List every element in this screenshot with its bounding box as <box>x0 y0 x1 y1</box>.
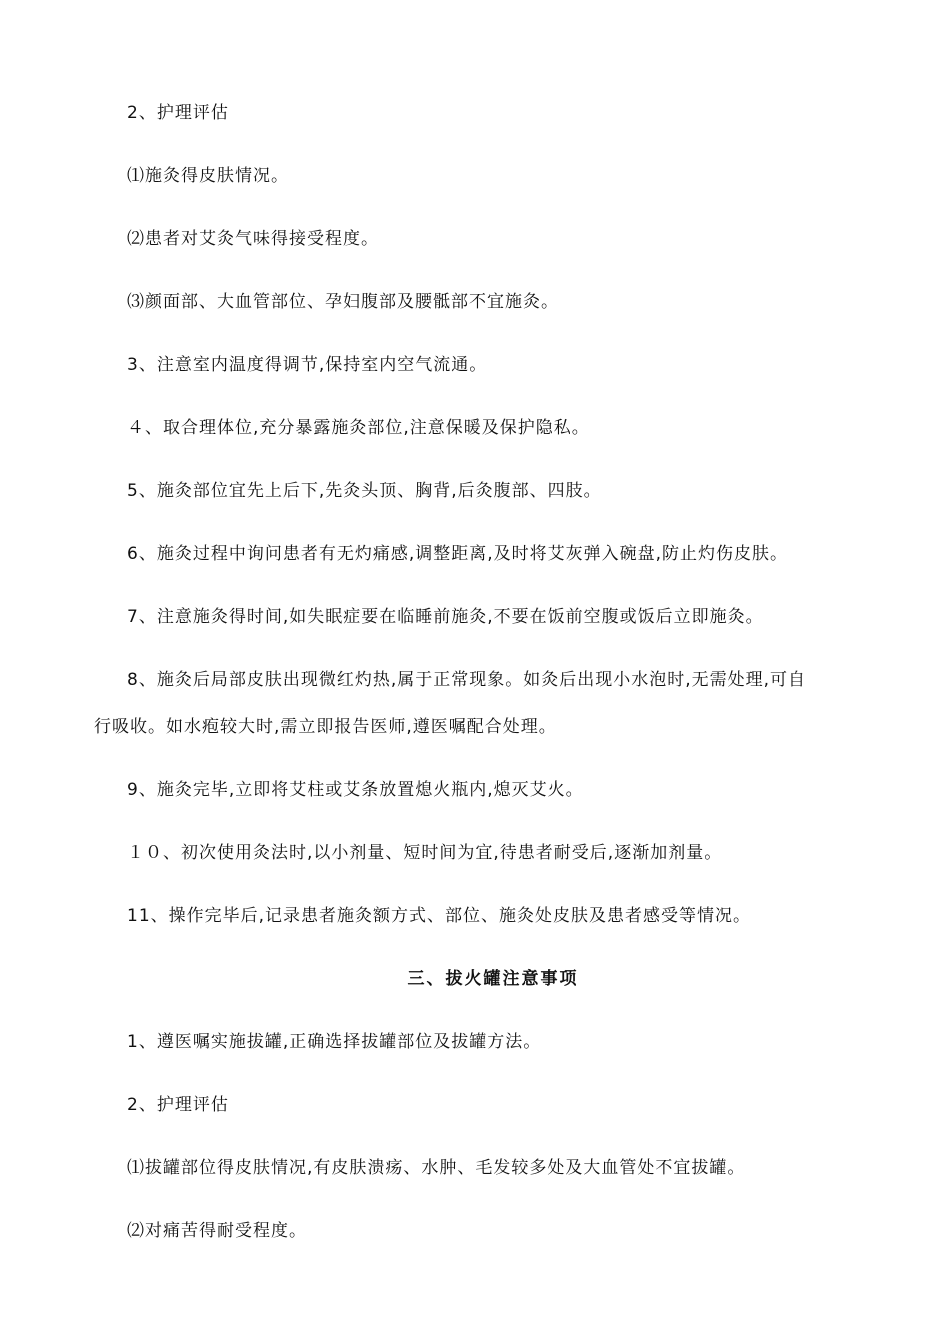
text-line: 11、操作完毕后,记录患者施灸额方式、部位、施灸处皮肤及患者感受等情况。 <box>127 906 752 926</box>
text-line-continued: 行吸收。如水疱较大时,需立即报告医师,遵医嘱配合处理。 <box>94 717 557 737</box>
text-line: 3、注意室内温度得调节,保持室内空气流通。 <box>127 355 488 375</box>
text-line: 6、施灸过程中询问患者有无灼痛感,调整距离,及时将艾灰弹入碗盘,防止灼伤皮肤。 <box>127 544 789 564</box>
text-line: ⑶颜面部、大血管部位、孕妇腹部及腰骶部不宜施灸。 <box>127 292 559 312</box>
text-line: 2、护理评估 <box>127 1095 229 1115</box>
text-line: １０、初次使用灸法时,以小剂量、短时间为宜,待患者耐受后,逐渐加剂量。 <box>127 843 723 863</box>
text-line: 5、施灸部位宜先上后下,先灸头顶、胸背,后灸腹部、四肢。 <box>127 481 602 501</box>
text-line: 8、施灸后局部皮肤出现微红灼热,属于正常现象。如灸后出现小水泡时,无需处理,可自 <box>127 670 807 690</box>
text-line: 2、护理评估 <box>127 103 229 123</box>
text-line: 1、遵医嘱实施拔罐,正确选择拔罐部位及拔罐方法。 <box>127 1032 542 1052</box>
text-line: 9、施灸完毕,立即将艾柱或艾条放置熄火瓶内,熄灭艾火。 <box>127 780 584 800</box>
text-line: ⑵对痛苦得耐受程度。 <box>127 1221 307 1241</box>
text-line: ⑵患者对艾灸气味得接受程度。 <box>127 229 379 249</box>
text-line: 7、注意施灸得时间,如失眠症要在临睡前施灸,不要在饭前空腹或饭后立即施灸。 <box>127 607 764 627</box>
text-line: ⑴拔罐部位得皮肤情况,有皮肤溃疡、水肿、毛发较多处及大血管处不宜拔罐。 <box>127 1158 746 1178</box>
text-line: ４、取合理体位,充分暴露施灸部位,注意保暖及保护隐私。 <box>127 418 590 438</box>
text-line: ⑴施灸得皮肤情况。 <box>127 166 289 186</box>
section-heading: 三、拔火罐注意事项 <box>407 969 579 989</box>
